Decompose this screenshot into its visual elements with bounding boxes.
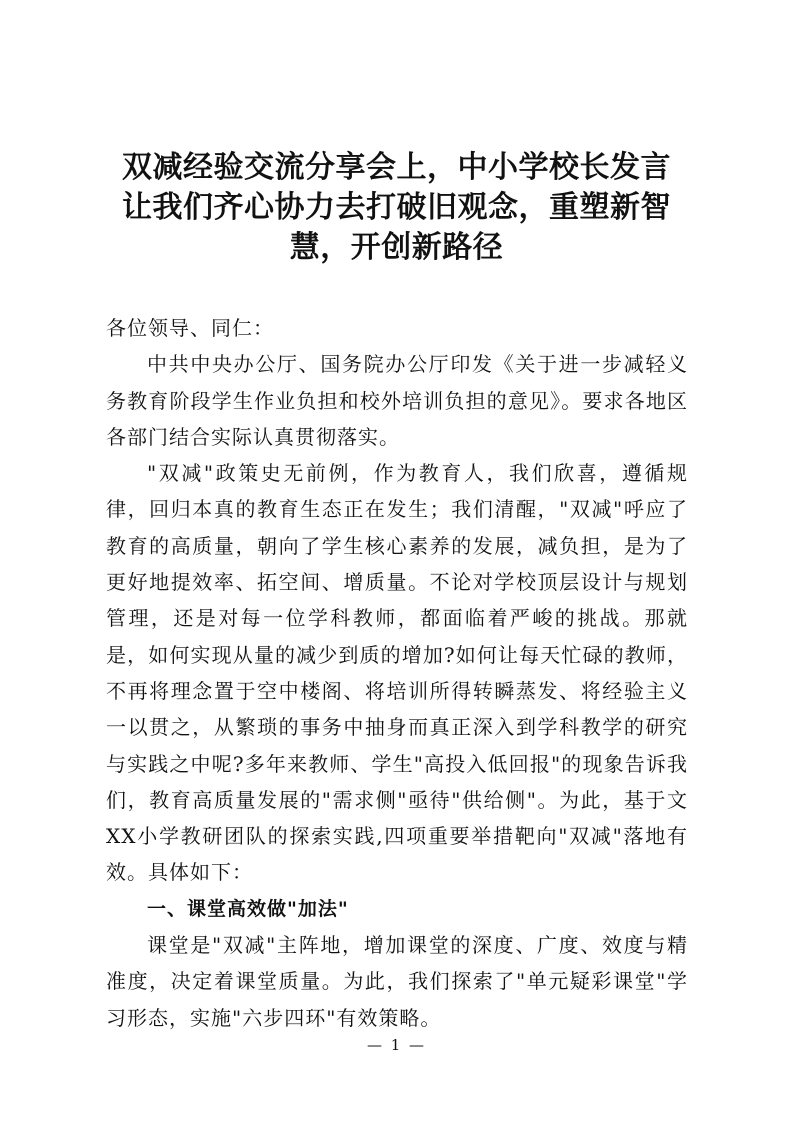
document-title [100,148,693,268]
page-number: — 1 — [366,1036,427,1054]
document-body [106,310,688,1036]
salutation: 各位领导、同仁： [106,316,274,340]
paragraph-1: 中共中央办公厅、国务院办公厅印发《关于进一步减轻义务教育阶段学生作业负担和校外培训负担的意见》。要求各地区各部门结合实际认真贯彻落实。 [106,352,688,449]
section-heading: 一、课堂高效做"加法" [147,897,349,920]
title-line-1: 双减经验交流分享会上，中小学校长发言 [122,150,671,185]
paragraph-2: "双减"政策史无前例，作为教育人，我们欣喜，遵循规律，回归本真的教育生态正在发生；我们清醒，"双减"呼应了教育的高质量，朝向了学生核心素养的发展，减负担，是为了更好地提效率、拓空间、增质量。不论对学校顶层设计与规划管理，还是对每一位学科教师，都面临着严峻的挑战。那就是，如何实现从量的减少到质的增加?如何让每天忙碌的教师，不再将理念置于空中楼阁、将培训所得转瞬蒸发、将经验主义一以贯之，从繁琐的事务中抽身而真正深入到学科教学的研究与实践之中呢?多年来教师、学生"高投入低回报"的现象告诉我们，教育高质量发展的"需求侧"亟待"供给侧"。为此，基于文XX小学教研团队的探索实践,四项重要举措靶向"双减"落地有效。具体如下： [106,461,688,885]
title-line-3: 慧，开创新路径 [289,230,504,265]
section-paragraph: 课堂是"双减"主阵地，增加课堂的深度、广度、效度与精准度，决定着课堂质量。为此，我们探索了"单元疑彩课堂"学习形态，实施"六步四环"有效策略。 [106,933,688,1030]
title-line-2: 让我们齐心协力去打破旧观念，重塑新智 [122,190,671,225]
